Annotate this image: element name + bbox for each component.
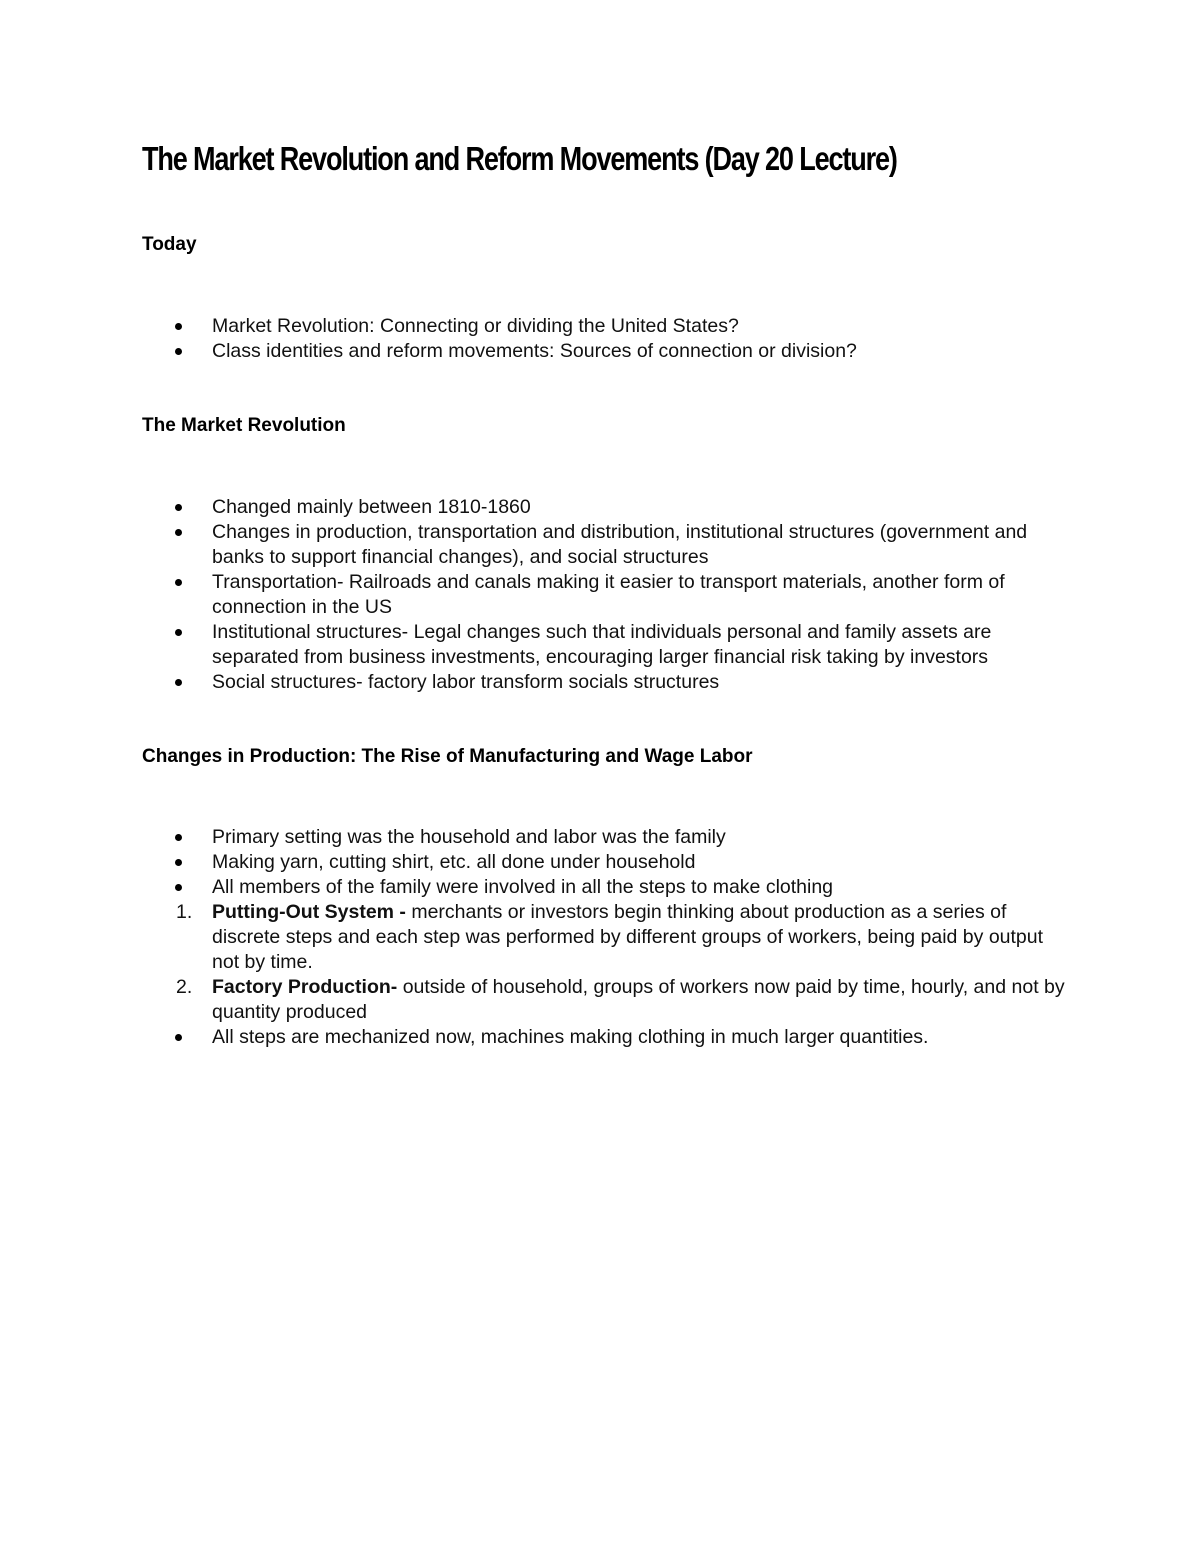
list-item bbox=[142, 850, 1072, 875]
bullet-icon bbox=[175, 1034, 182, 1041]
document-title: The Market Revolution and Reform Movements (Day 20 Lecture) bbox=[142, 140, 897, 177]
list-item bbox=[142, 495, 1072, 520]
today-list bbox=[142, 314, 1072, 364]
list-item bbox=[142, 620, 1072, 670]
list-item-text: Changed mainly between 1810-1860 bbox=[212, 496, 531, 518]
list-item bbox=[142, 314, 1072, 339]
item-number: 1. bbox=[176, 901, 193, 923]
list-item bbox=[142, 520, 1072, 570]
bullet-icon bbox=[175, 834, 182, 841]
list-item-text: Primary setting was the household and labor was the family bbox=[212, 826, 726, 848]
item-number: 2. bbox=[176, 976, 193, 998]
list-item-text: All steps are mechanized now, machines making clothing in much larger quantities. bbox=[212, 1026, 929, 1048]
bullet-icon bbox=[175, 859, 182, 866]
bullet-icon bbox=[175, 679, 182, 686]
list-item bbox=[142, 570, 1072, 620]
list-item bbox=[142, 670, 1072, 695]
item-text: merchants or investors begin thinking about production as a series of discrete steps and each step was performed by different groups of workers, being paid by output not by time. bbox=[212, 901, 1044, 973]
list-item bbox=[142, 1025, 1072, 1050]
list-item bbox=[142, 339, 1072, 364]
list-item-text: Making yarn, cutting shirt, etc. all done under household bbox=[212, 851, 696, 873]
bullet-icon bbox=[175, 529, 182, 536]
list-item-text: Transportation- Railroads and canals making it easier to transport materials, another form of connection in the US bbox=[212, 571, 1005, 618]
numbered-item bbox=[142, 975, 1072, 1025]
numbered-item bbox=[142, 900, 1072, 975]
bullet-icon bbox=[175, 579, 182, 586]
item-text: outside of household, groups of workers now paid by time, hourly, and not by quantity produced bbox=[212, 976, 1065, 1023]
list-item-text: All members of the family were involved in all the steps to make clothing bbox=[212, 876, 834, 898]
bullet-icon bbox=[175, 504, 182, 511]
bullet-icon bbox=[175, 348, 182, 355]
list-item-text: Changes in production, transportation and distribution, institutional structures (government and banks to support financial changes), and social structures bbox=[212, 521, 1028, 568]
item-term: Putting-Out System - bbox=[212, 901, 412, 923]
bullet-icon bbox=[175, 629, 182, 636]
list-item-text: Class identities and reform movements: Sources of connection or division? bbox=[212, 340, 857, 362]
section-heading-market-revolution: The Market Revolution bbox=[142, 415, 346, 436]
bullet-icon bbox=[175, 884, 182, 891]
list-item-text: Social structures- factory labor transform socials structures bbox=[212, 671, 720, 693]
list-item-text: Market Revolution: Connecting or dividing the United States? bbox=[212, 315, 739, 337]
list-item bbox=[142, 825, 1072, 850]
section-heading-today: Today bbox=[142, 234, 197, 255]
market-revolution-list bbox=[142, 495, 1072, 695]
list-item-text: Institutional structures- Legal changes such that individuals personal and family assets are separated from business investments, encouraging larger financial risk taking by investors bbox=[212, 621, 992, 668]
bullet-icon bbox=[175, 323, 182, 330]
list-item bbox=[142, 875, 1072, 900]
item-term: Factory Production- bbox=[212, 976, 403, 998]
production-list bbox=[142, 825, 1072, 1050]
section-heading-changes-in-production: Changes in Production: The Rise of Manufacturing and Wage Labor bbox=[142, 746, 753, 767]
